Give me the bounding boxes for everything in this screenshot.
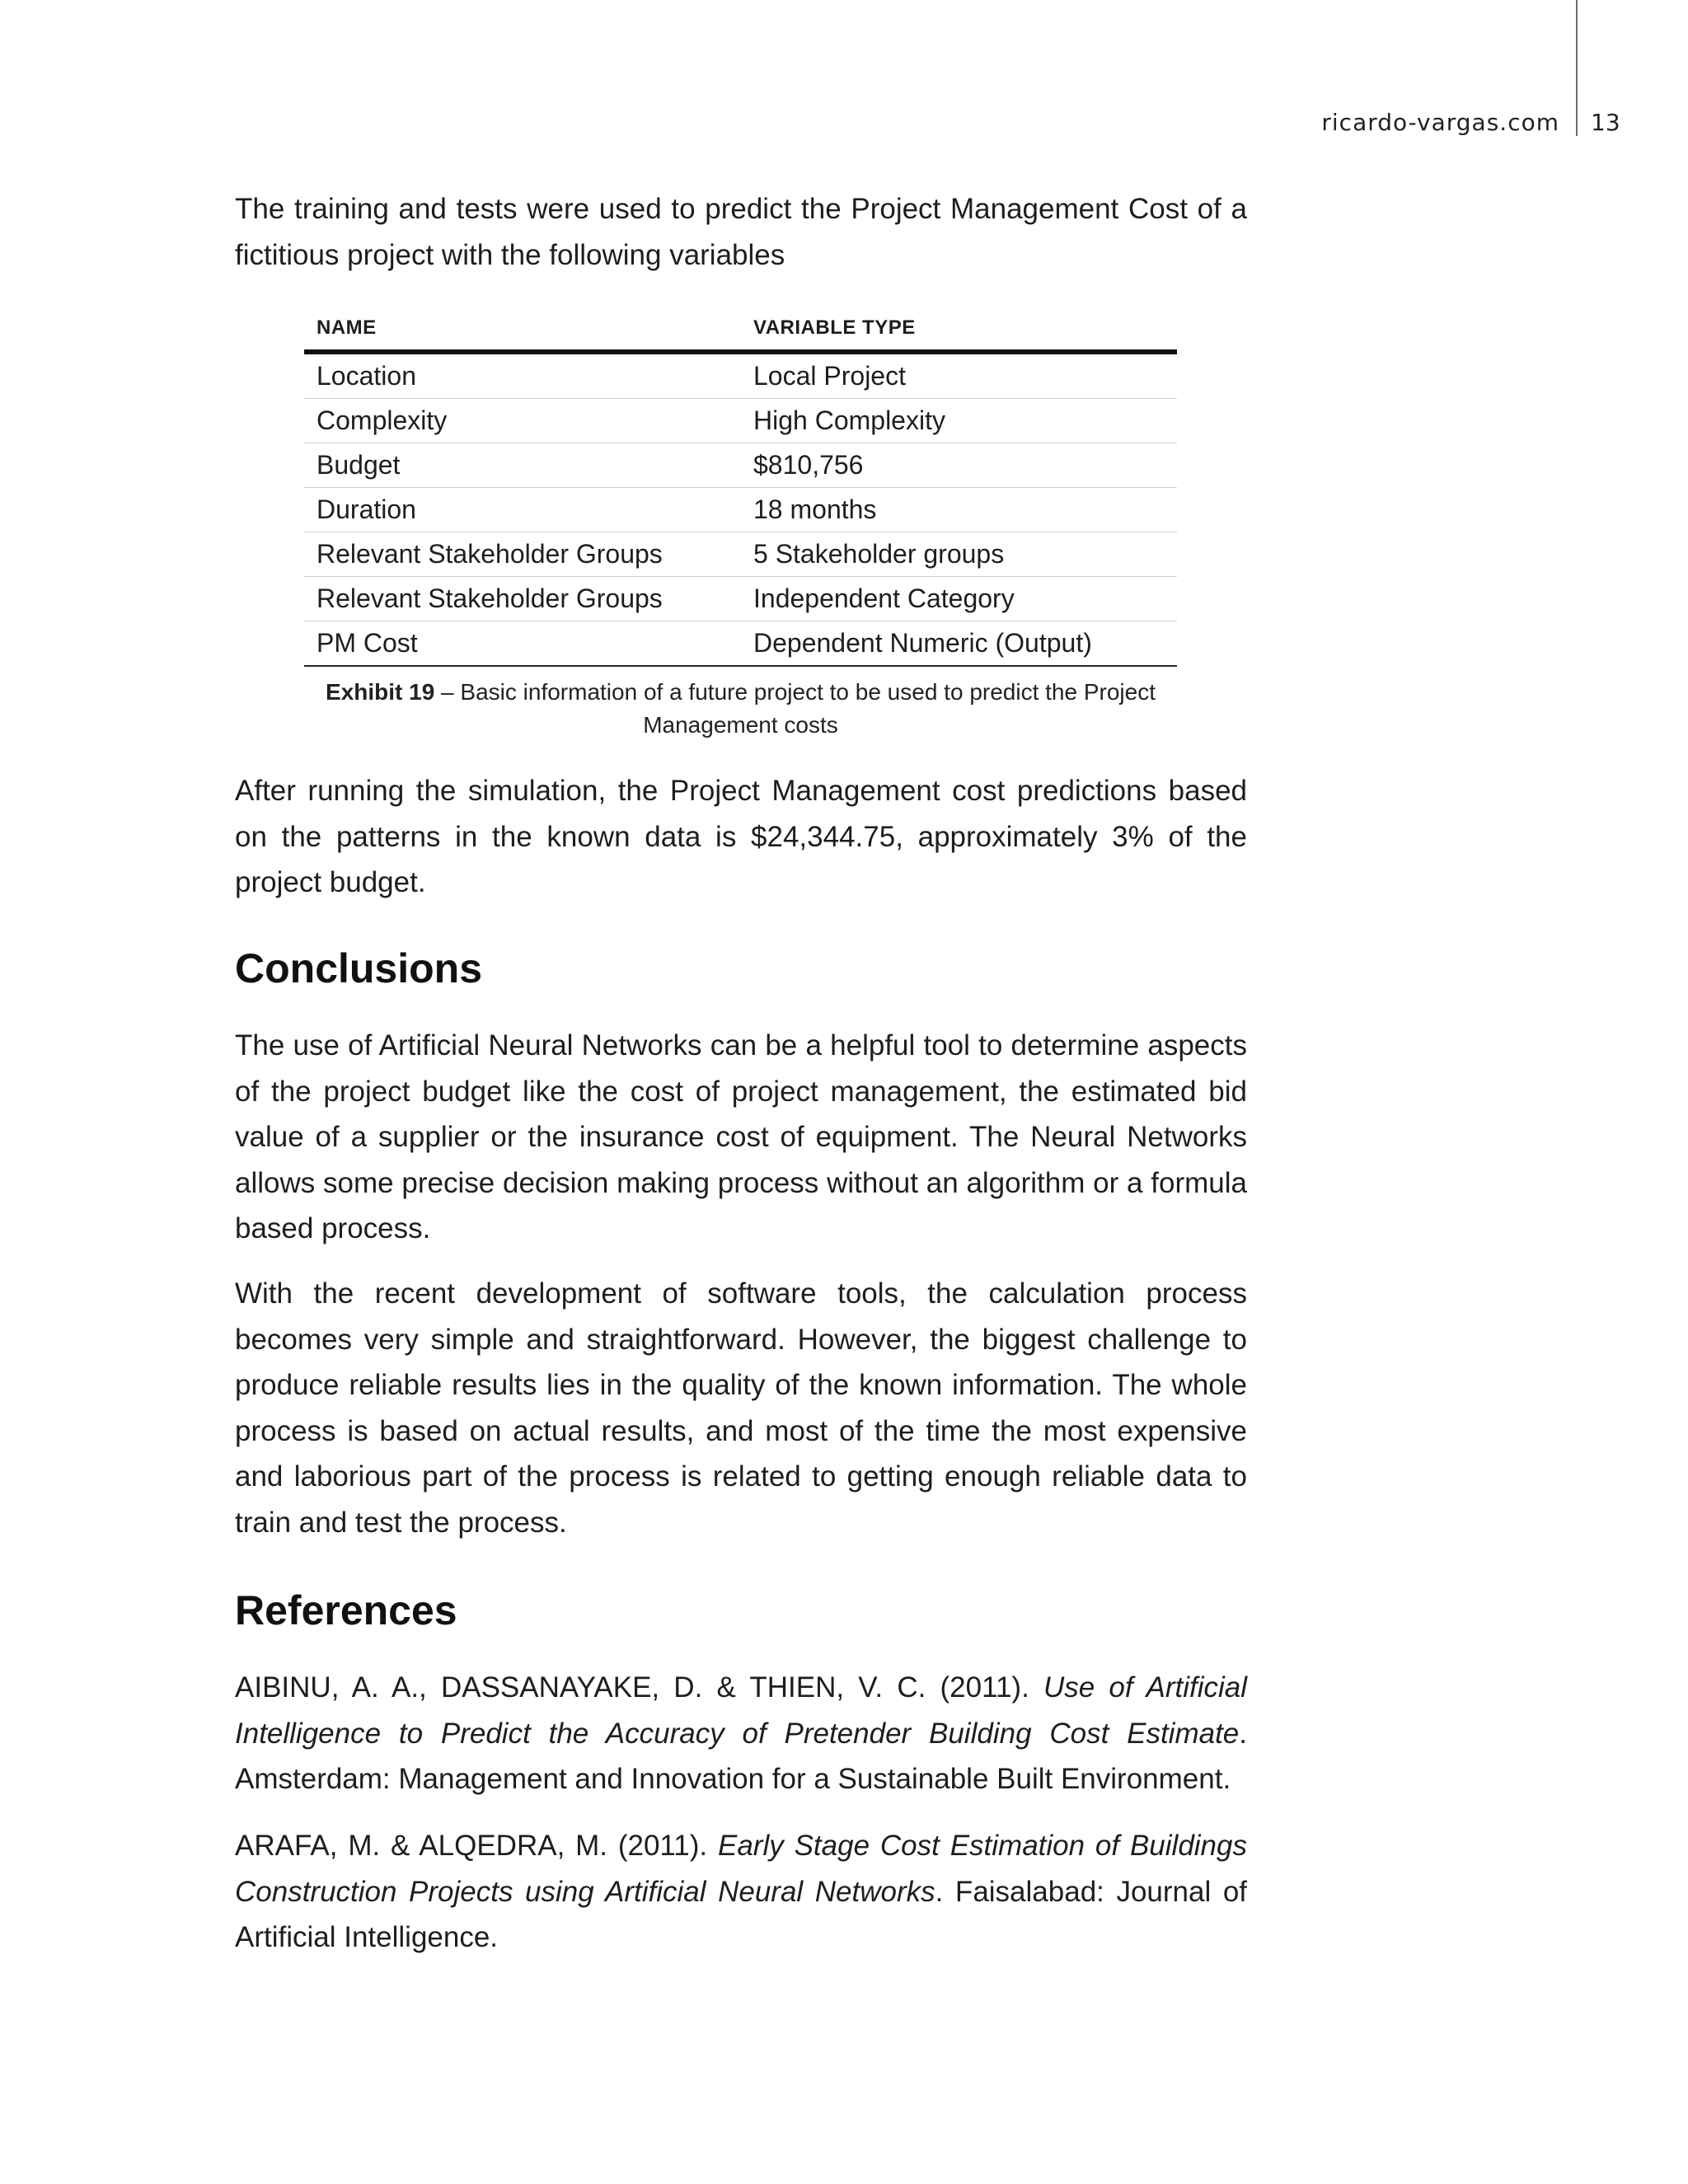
table-cell: Dependent Numeric (Output) — [741, 621, 1177, 667]
table-cell: Relevant Stakeholder Groups — [304, 532, 741, 577]
table-cell: Independent Category — [741, 577, 1177, 621]
table-cell: Complexity — [304, 399, 741, 443]
table-header-name: NAME — [304, 313, 741, 352]
caption-text: – Basic information of a future project to be used to predict the Project Management costs — [434, 679, 1156, 738]
conclusions-paragraph-2: With the recent development of software tools, the calculation process becomes very simple and straightforward. However, the biggest challenge to produce reliable results lies in the quality of the known information. The whole process is based on actual results, and most of the time the most expensive and laborious part of the process is related to getting enough reliable data to train and test the process. — [235, 1277, 1247, 1539]
reference-text — [235, 1665, 1247, 1802]
references-heading: References — [235, 1587, 457, 1633]
reference-item-2 — [235, 1823, 1247, 1961]
references-section — [235, 1586, 1247, 1634]
table-cell: Duration — [304, 488, 741, 532]
table-caption — [304, 676, 1177, 742]
conclusions-p2-block — [235, 1271, 1247, 1545]
table-header-row — [304, 313, 1177, 352]
header-divider — [1576, 0, 1578, 136]
reference-title: Early Stage Cost Estimation of Buildings Construction Projects using Artificial Neural Networks — [235, 1830, 1247, 1908]
result-paragraph: After running the simulation, the Project Management cost predictions based on the patterns in the known data is $24,344.75, approximately 3% of the project budget. — [235, 775, 1247, 898]
table-cell: 18 months — [741, 488, 1177, 532]
table-cell: 5 Stakeholder groups — [741, 532, 1177, 577]
table-cell: High Complexity — [741, 399, 1177, 443]
table-row — [304, 621, 1177, 667]
table-cell: Budget — [304, 443, 741, 488]
table-cell: PM Cost — [304, 621, 741, 667]
conclusions-section — [235, 944, 1247, 992]
reference-text — [235, 1823, 1247, 1961]
reference-authors: ARAFA, M. & ALQEDRA, M. (2011). — [235, 1830, 718, 1862]
table-cell: $810,756 — [741, 443, 1177, 488]
table-cell: Local Project — [741, 352, 1177, 399]
table-cell: Location — [304, 352, 741, 399]
page-number: 13 — [1591, 109, 1620, 136]
reference-authors: AIBINU, A. A., DASSANAYAKE, D. & THIEN, V. C. (2011). — [235, 1671, 1043, 1704]
table-row — [304, 488, 1177, 532]
intro-paragraph: The training and tests were used to predict the Project Management Cost of a fictitious project with the following variables — [235, 193, 1247, 271]
intro-paragraph-block — [235, 186, 1247, 278]
reference-publisher: . Faisalabad: Journal of Artificial Intelligence. — [235, 1875, 1248, 1953]
table-cell: Relevant Stakeholder Groups — [304, 577, 741, 621]
result-paragraph-block — [235, 768, 1247, 906]
conclusions-paragraph-1: The use of Artificial Neural Networks can be a helpful tool to determine aspects of the project budget like the cost of project management, the estimated bid value of a supplier or the insurance cost of equipment. The Neural Networks allows some precise decision making process without an algorithm or a formula based process. — [235, 1029, 1247, 1244]
table-row — [304, 532, 1177, 577]
reference-item-1 — [235, 1665, 1247, 1802]
reference-title: Use of Artificial Intelligence to Predict the Accuracy of Pretender Building Cost Estimate — [235, 1671, 1247, 1750]
conclusions-p1-block — [235, 1023, 1247, 1252]
conclusions-heading: Conclusions — [235, 945, 483, 991]
reference-publisher: . Amsterdam: Management and Innovation for a Sustainable Built Environment. — [235, 1717, 1247, 1795]
caption-label: Exhibit 19 — [326, 679, 435, 705]
table-row — [304, 443, 1177, 488]
header-site[interactable]: ricardo-vargas.com — [1321, 109, 1559, 136]
variables-table — [304, 313, 1177, 667]
table-row — [304, 577, 1177, 621]
table-header-variable-type: VARIABLE TYPE — [741, 313, 1177, 352]
table-row — [304, 352, 1177, 399]
table-row — [304, 399, 1177, 443]
